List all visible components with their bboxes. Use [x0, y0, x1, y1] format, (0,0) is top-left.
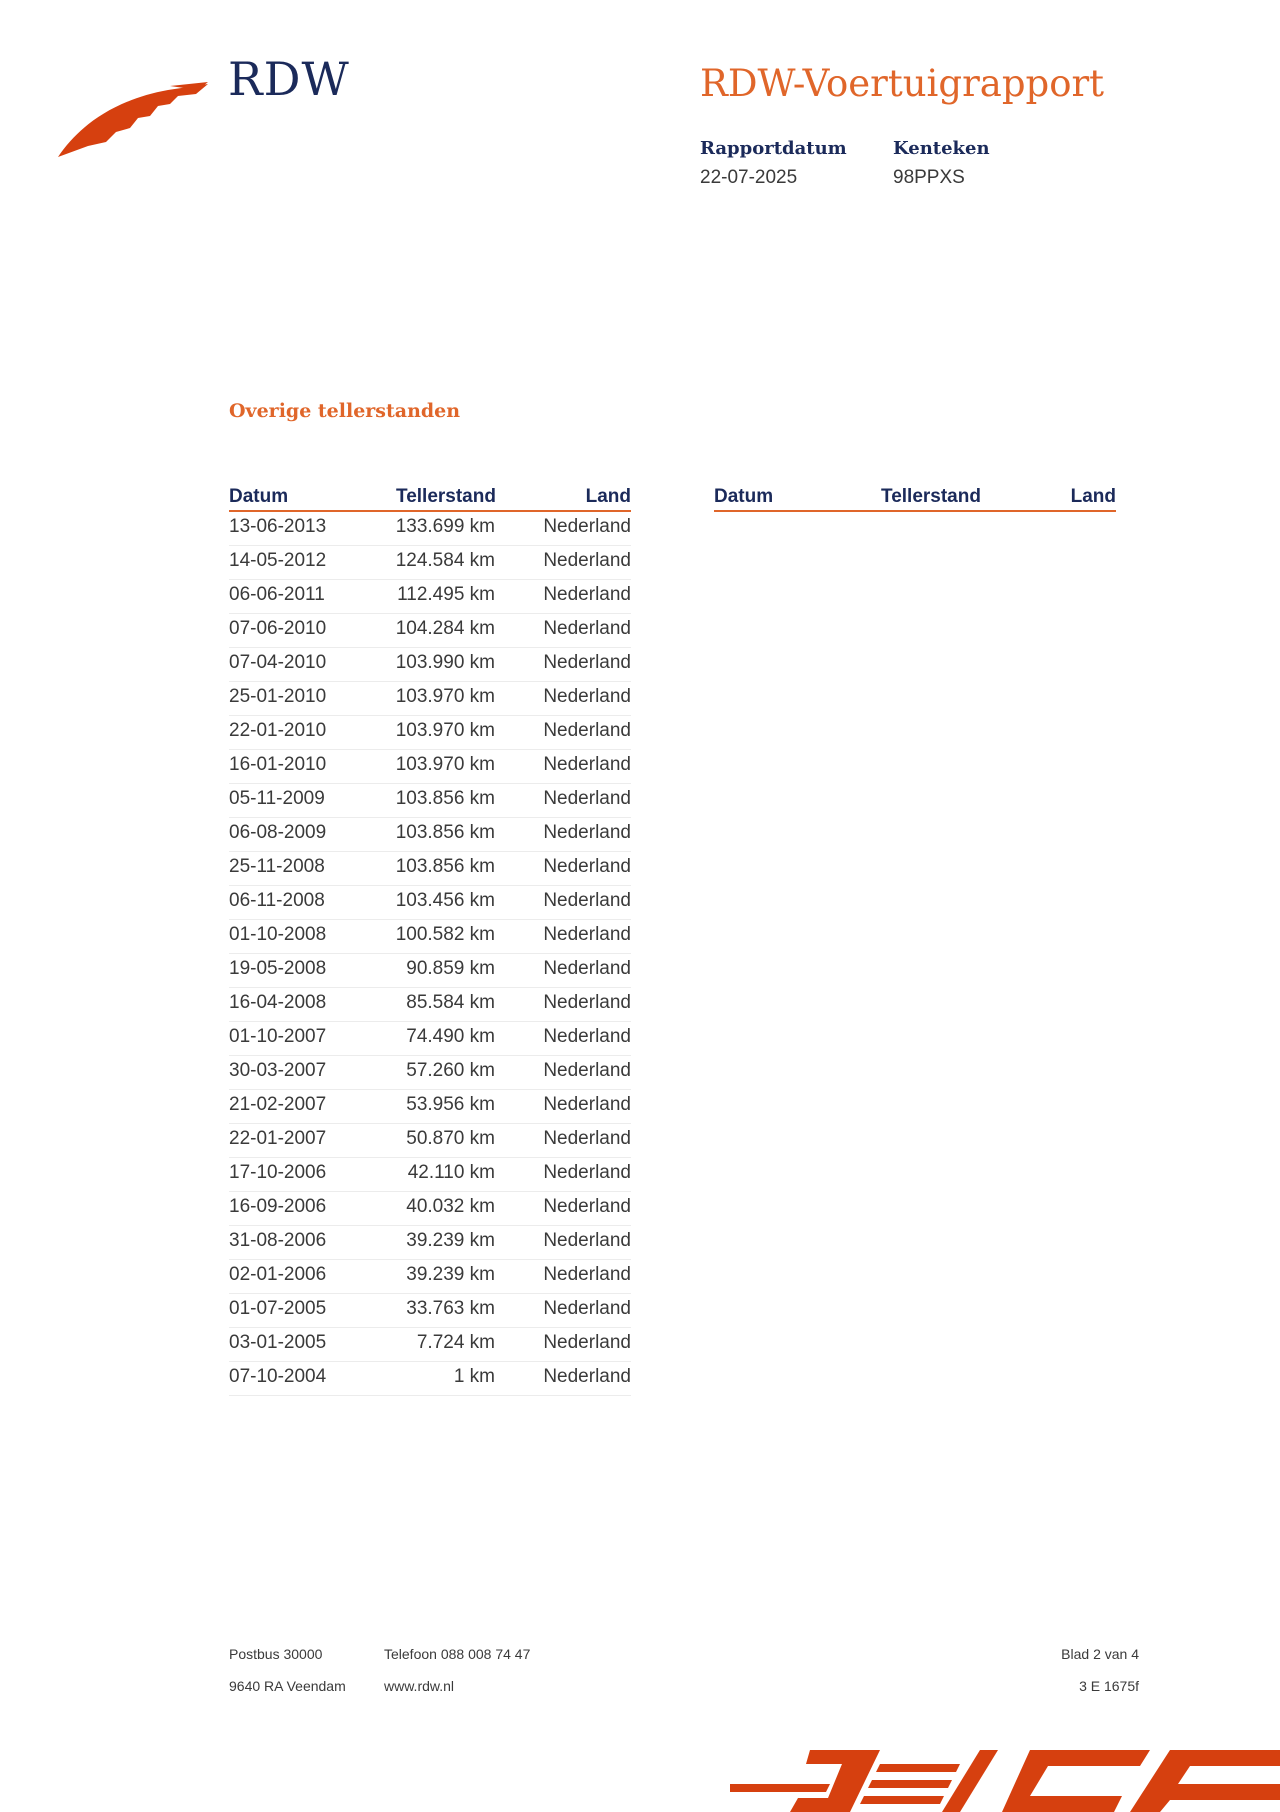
- table-row: [229, 1328, 631, 1362]
- cell-land: Nederland: [543, 788, 631, 809]
- table-header: [229, 480, 631, 512]
- cell-datum: 05-11-2009: [229, 788, 325, 809]
- cell-land: Nederland: [543, 1366, 631, 1387]
- table-row: [229, 614, 631, 648]
- footer-page-number: Blad 2 van 4: [1061, 1646, 1139, 1662]
- cell-datum: 14-05-2012: [229, 550, 327, 571]
- table-row: [229, 852, 631, 886]
- cell-datum: 16-04-2008: [229, 992, 327, 1013]
- cell-land: Nederland: [543, 584, 631, 605]
- cell-datum: 06-11-2008: [229, 890, 325, 911]
- orange-stripes-icon: [730, 1740, 1280, 1812]
- cell-datum: 31-08-2006: [229, 1230, 327, 1251]
- cell-land: Nederland: [543, 550, 631, 571]
- table-body: [229, 512, 631, 1396]
- cell-datum: 02-01-2006: [229, 1264, 327, 1285]
- table-row: [229, 580, 631, 614]
- table-row: [229, 920, 631, 954]
- column-header-datum: Datum: [229, 486, 289, 507]
- table-row: [229, 1158, 631, 1192]
- section-title: Overige tellerstanden: [229, 400, 461, 422]
- cell-land: Nederland: [543, 958, 631, 979]
- cell-datum: 22-01-2007: [229, 1128, 327, 1149]
- rdw-feather-logo-icon: [58, 82, 208, 162]
- cell-datum: 06-08-2009: [229, 822, 327, 843]
- cell-land: Nederland: [543, 1162, 631, 1183]
- cell-land: Nederland: [543, 652, 631, 673]
- cell-land: Nederland: [543, 754, 631, 775]
- odometer-table-left: [229, 480, 631, 1396]
- cell-datum: 25-01-2010: [229, 686, 327, 707]
- table-row: [229, 1124, 631, 1158]
- cell-tellerstand: 103.970 km: [395, 720, 495, 741]
- cell-land: Nederland: [543, 890, 631, 911]
- table-row: [229, 988, 631, 1022]
- cell-datum: 22-01-2010: [229, 720, 327, 741]
- table-row: [229, 784, 631, 818]
- report-date-label: Rapportdatum: [700, 138, 847, 159]
- column-header-datum: Datum: [714, 486, 774, 507]
- column-header-land: Land: [1070, 486, 1116, 507]
- cell-tellerstand: 40.032 km: [406, 1196, 495, 1217]
- cell-land: Nederland: [543, 1196, 631, 1217]
- cell-datum: 07-04-2010: [229, 652, 327, 673]
- table-header: [714, 480, 1116, 512]
- cell-land: Nederland: [543, 1060, 631, 1081]
- footer-website[interactable]: www.rdw.nl: [384, 1678, 455, 1694]
- cell-tellerstand: 53.956 km: [406, 1094, 495, 1115]
- cell-land: Nederland: [543, 686, 631, 707]
- report-date-value: 22-07-2025: [700, 167, 798, 188]
- cell-land: Nederland: [543, 822, 631, 843]
- cell-datum: 25-11-2008: [229, 856, 325, 877]
- cell-tellerstand: 57.260 km: [406, 1060, 495, 1081]
- cell-land: Nederland: [543, 1094, 631, 1115]
- cell-datum: 01-10-2008: [229, 924, 327, 945]
- cell-datum: 06-06-2011: [229, 584, 325, 605]
- cell-land: Nederland: [543, 856, 631, 877]
- logo-text: RDW: [228, 52, 350, 106]
- table-row: [229, 1056, 631, 1090]
- table-row: [229, 716, 631, 750]
- column-header-tellerstand: Tellerstand: [881, 486, 981, 507]
- table-row: [229, 886, 631, 920]
- cell-land: Nederland: [543, 1332, 631, 1353]
- report-title: RDW-Voertuigrapport: [700, 62, 1105, 105]
- cell-land: Nederland: [543, 720, 631, 741]
- cell-datum: 16-01-2010: [229, 754, 327, 775]
- cell-datum: 01-10-2007: [229, 1026, 327, 1047]
- odometer-table-right: [714, 480, 1116, 512]
- cell-land: Nederland: [543, 516, 631, 537]
- cell-datum: 03-01-2005: [229, 1332, 327, 1353]
- cell-tellerstand: 103.856 km: [395, 822, 495, 843]
- cell-land: Nederland: [543, 924, 631, 945]
- cell-tellerstand: 33.763 km: [406, 1298, 495, 1319]
- cell-tellerstand: 103.990 km: [395, 652, 495, 673]
- table-row: [229, 546, 631, 580]
- table-row: [229, 1090, 631, 1124]
- cell-tellerstand: 112.495 km: [397, 584, 495, 605]
- cell-datum: 07-10-2004: [229, 1366, 327, 1387]
- cell-land: Nederland: [543, 1264, 631, 1285]
- table-row: [229, 818, 631, 852]
- cell-tellerstand: 74.490 km: [406, 1026, 495, 1047]
- table-row: [229, 648, 631, 682]
- cell-tellerstand: 133.699 km: [395, 516, 495, 537]
- cell-tellerstand: 50.870 km: [406, 1128, 495, 1149]
- column-header-land: Land: [585, 486, 631, 507]
- cell-land: Nederland: [543, 992, 631, 1013]
- cell-tellerstand: 1 km: [453, 1366, 495, 1387]
- footer-phone: Telefoon 088 008 74 47: [384, 1646, 531, 1662]
- cell-land: Nederland: [543, 1026, 631, 1047]
- cell-datum: 16-09-2006: [229, 1196, 327, 1217]
- cell-tellerstand: 85.584 km: [406, 992, 495, 1013]
- column-header-tellerstand: Tellerstand: [396, 486, 496, 507]
- table-row: [229, 512, 631, 546]
- cell-tellerstand: 42.110 km: [407, 1162, 495, 1183]
- cell-tellerstand: 100.582 km: [395, 924, 495, 945]
- cell-tellerstand: 103.456 km: [395, 890, 495, 911]
- cell-datum: 21-02-2007: [229, 1094, 327, 1115]
- footer-address-line1: Postbus 30000: [229, 1646, 323, 1662]
- cell-tellerstand: 90.859 km: [406, 958, 495, 979]
- cell-tellerstand: 39.239 km: [406, 1264, 495, 1285]
- table-row: [229, 750, 631, 784]
- cell-tellerstand: 103.856 km: [395, 856, 495, 877]
- license-plate-value: 98PPXS: [893, 167, 965, 188]
- table-row: [229, 1260, 631, 1294]
- table-row: [229, 682, 631, 716]
- cell-tellerstand: 7.724 km: [416, 1332, 495, 1353]
- cell-land: Nederland: [543, 1230, 631, 1251]
- table-row: [229, 1294, 631, 1328]
- license-plate-label: Kenteken: [893, 138, 990, 159]
- cell-tellerstand: 124.584 km: [395, 550, 495, 571]
- cell-datum: 07-06-2010: [229, 618, 327, 639]
- cell-land: Nederland: [543, 1298, 631, 1319]
- cell-datum: 19-05-2008: [229, 958, 327, 979]
- cell-land: Nederland: [543, 618, 631, 639]
- table-row: [229, 954, 631, 988]
- cell-tellerstand: 103.970 km: [395, 686, 495, 707]
- cell-tellerstand: 104.284 km: [395, 618, 495, 639]
- cell-tellerstand: 39.239 km: [406, 1230, 495, 1251]
- cell-land: Nederland: [543, 1128, 631, 1149]
- footer-address-line2: 9640 RA Veendam: [229, 1678, 346, 1694]
- cell-datum: 13-06-2013: [229, 516, 327, 537]
- table-row: [229, 1022, 631, 1056]
- table-row: [229, 1362, 631, 1396]
- footer-code: 3 E 1675f: [1079, 1678, 1139, 1694]
- table-row: [229, 1226, 631, 1260]
- table-row: [229, 1192, 631, 1226]
- cell-datum: 17-10-2006: [229, 1162, 327, 1183]
- cell-tellerstand: 103.856 km: [395, 788, 495, 809]
- cell-datum: 30-03-2007: [229, 1060, 327, 1081]
- cell-tellerstand: 103.970 km: [395, 754, 495, 775]
- cell-datum: 01-07-2005: [229, 1298, 327, 1319]
